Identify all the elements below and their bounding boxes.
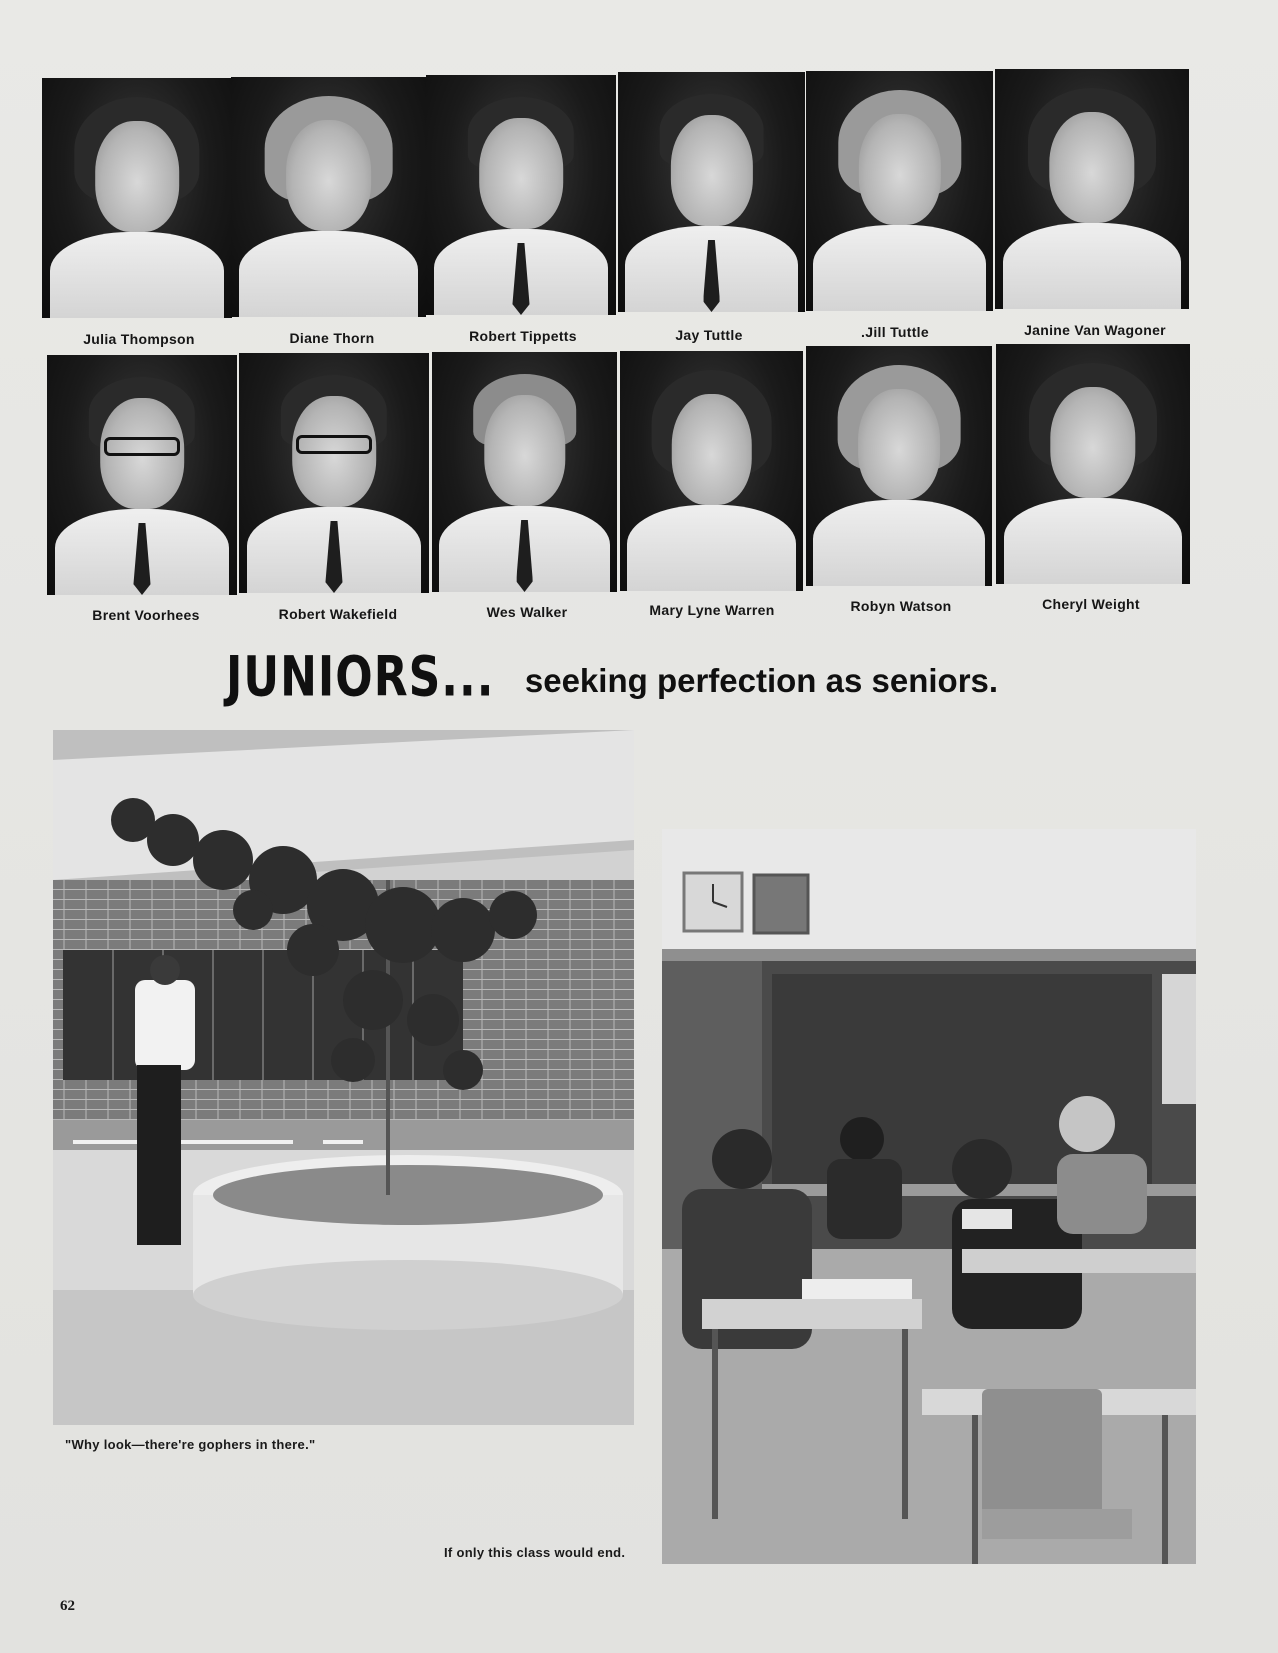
portrait-photo	[806, 346, 992, 586]
portrait-name: Janine Van Wagoner	[1024, 322, 1166, 338]
portrait-name: Brent Voorhees	[92, 607, 200, 623]
portrait-name: Robert Wakefield	[278, 606, 398, 622]
courtyard-photo	[53, 730, 634, 1425]
portrait-name: Mary Lyne Warren	[649, 602, 775, 618]
portrait-name: Diane Thorn	[289, 330, 375, 346]
portrait-photo	[47, 355, 237, 595]
portrait-photo	[620, 351, 803, 591]
headline-title: JUNIORS...	[226, 645, 495, 710]
portrait-photo	[42, 78, 232, 318]
portrait-photo	[432, 352, 617, 592]
page-headline	[226, 645, 999, 710]
portrait-photo	[426, 75, 616, 315]
portrait-photo	[995, 69, 1189, 309]
portrait-photo	[996, 344, 1190, 584]
courtyard-caption: "Why look—there're gophers in there."	[65, 1437, 316, 1452]
classroom-photo	[662, 829, 1196, 1564]
portrait-name: .Jill Tuttle	[861, 324, 929, 340]
portrait-photo	[239, 353, 429, 593]
portrait-name: Robyn Watson	[850, 598, 952, 614]
portrait-name: Cheryl Weight	[1042, 596, 1140, 612]
page-number: 62	[60, 1598, 75, 1614]
portrait-name: Robert Tippetts	[469, 328, 577, 344]
portrait-name: Jay Tuttle	[675, 327, 743, 343]
classroom-caption: If only this class would end.	[444, 1545, 626, 1560]
portrait-photo	[618, 72, 805, 312]
portrait-photo	[231, 77, 426, 317]
headline-subtitle: seeking perfection as seniors.	[524, 662, 999, 699]
portrait-name: Wes Walker	[486, 604, 568, 620]
portrait-name: Julia Thompson	[83, 331, 195, 347]
portrait-photo	[806, 71, 993, 311]
